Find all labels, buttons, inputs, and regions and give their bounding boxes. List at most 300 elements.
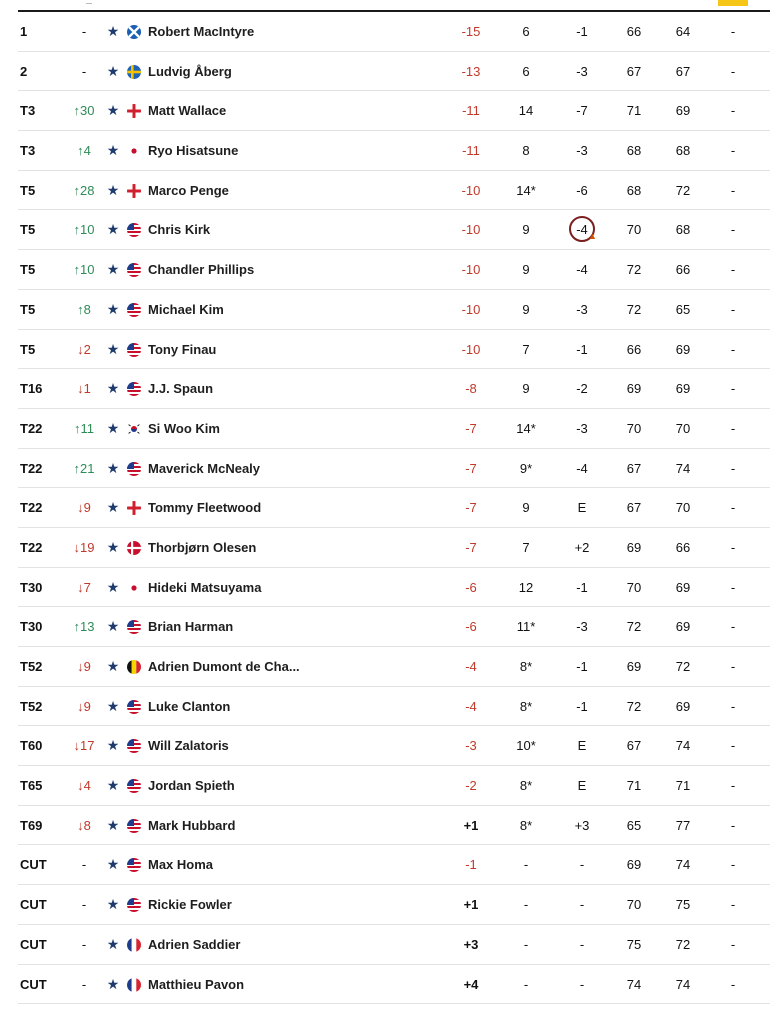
- position-cell: T5: [20, 222, 36, 238]
- position-cell: T5: [20, 301, 36, 317]
- movement-cell: ↓4: [77, 778, 91, 794]
- player-name[interactable]: Si Woo Kim: [148, 420, 220, 436]
- usa-flag-icon: [127, 819, 141, 833]
- thru-cell: 8*: [519, 659, 533, 674]
- movement-cell: -: [81, 63, 87, 79]
- round2-cell: 74: [675, 460, 691, 476]
- round1-cell: 71: [626, 103, 642, 119]
- total-to-par-cell: -10: [461, 222, 481, 238]
- leaderboard-row[interactable]: [18, 845, 770, 885]
- leaderboard-row[interactable]: [18, 52, 770, 92]
- leaderboard-row[interactable]: [18, 885, 770, 925]
- leaderboard-row[interactable]: [18, 568, 770, 608]
- position-cell: T3: [20, 103, 36, 119]
- round2-cell: 72: [675, 659, 691, 674]
- france-flag-icon: [127, 938, 141, 952]
- round3-cell: -: [730, 936, 736, 952]
- thru-cell: 7: [522, 341, 530, 357]
- total-to-par-cell: -13: [461, 63, 481, 79]
- round1-cell: 68: [626, 182, 642, 198]
- round3-cell: -: [730, 143, 736, 159]
- round3-cell: -: [730, 103, 736, 119]
- round1-cell: 70: [626, 579, 642, 595]
- movement-cell: -: [81, 24, 87, 39]
- star-icon[interactable]: ★: [106, 658, 120, 674]
- england-flag-icon: [127, 104, 141, 118]
- sweden-flag-icon: [127, 65, 141, 79]
- leaderboard-row[interactable]: [18, 925, 770, 965]
- denmark-flag-icon: [127, 541, 141, 555]
- round2-cell: 75: [675, 897, 691, 913]
- round2-cell: 69: [675, 381, 691, 397]
- movement-cell: -: [81, 976, 87, 992]
- thru-cell: 6: [522, 63, 530, 79]
- position-cell: T69: [20, 817, 43, 833]
- movement-cell: ↓17: [73, 738, 95, 754]
- player-name[interactable]: Michael Kim: [148, 301, 224, 317]
- star-icon[interactable]: ★: [106, 221, 120, 238]
- thru-cell: -: [523, 976, 529, 992]
- round2-cell: 74: [675, 976, 691, 992]
- round1-cell: 67: [626, 738, 642, 754]
- leaderboard-row[interactable]: [18, 330, 770, 370]
- position-cell: T30: [20, 579, 43, 595]
- usa-flag-icon: [127, 898, 141, 912]
- position-cell: T5: [20, 182, 36, 198]
- round3-cell: -: [730, 222, 736, 238]
- thru-cell: 6: [522, 24, 530, 39]
- movement-cell: ↓2: [77, 341, 91, 357]
- total-to-par-cell: -6: [465, 579, 477, 595]
- total-to-par-cell: -10: [461, 341, 481, 357]
- header-remnant: [86, 0, 92, 4]
- scotland-flag-icon: [127, 25, 141, 39]
- round2-cell: 70: [675, 420, 691, 436]
- today-score-cell: -3: [576, 143, 588, 159]
- round2-cell: 72: [675, 182, 691, 198]
- thru-cell: 14*: [516, 420, 536, 436]
- player-name[interactable]: Max Homa: [148, 857, 214, 873]
- position-cell: CUT: [20, 976, 47, 992]
- round2-cell: 66: [675, 539, 691, 555]
- today-score-cell: -6: [576, 182, 588, 198]
- thru-cell: 8*: [519, 778, 533, 794]
- total-to-par-cell: -7: [465, 420, 477, 436]
- movement-cell: ↓9: [77, 500, 91, 516]
- star-icon[interactable]: ★: [106, 499, 120, 516]
- korea-flag-icon: [127, 422, 141, 436]
- star-icon[interactable]: ★: [106, 23, 120, 39]
- position-cell: T30: [20, 619, 43, 635]
- today-score-cell: -4: [576, 460, 588, 476]
- usa-flag-icon: [127, 700, 141, 714]
- usa-flag-icon: [127, 303, 141, 317]
- leaderboard-table: [18, 12, 770, 1004]
- total-to-par-cell: -10: [461, 182, 481, 198]
- star-icon[interactable]: ★: [106, 380, 120, 397]
- total-to-par-cell: -15: [461, 24, 481, 39]
- position-cell: T22: [20, 500, 43, 516]
- star-icon[interactable]: ★: [106, 697, 120, 714]
- japan-flag-icon: [127, 581, 141, 595]
- star-icon[interactable]: ★: [106, 300, 120, 317]
- star-icon[interactable]: ★: [106, 935, 120, 952]
- round3-cell: -: [730, 24, 736, 39]
- today-score-cell: -2: [576, 381, 588, 397]
- leaderboard-row[interactable]: [18, 965, 770, 1005]
- position-cell: T5: [20, 262, 36, 278]
- leaderboard-row[interactable]: [18, 171, 770, 211]
- position-cell: T22: [20, 420, 43, 436]
- position-cell: 2: [20, 63, 28, 79]
- thru-cell: 9: [522, 500, 530, 516]
- round1-cell: 69: [626, 659, 642, 674]
- position-cell: T52: [20, 698, 43, 714]
- round2-cell: 65: [675, 301, 691, 317]
- total-to-par-cell: -10: [461, 301, 481, 317]
- position-cell: T3: [20, 143, 36, 159]
- round3-cell: -: [730, 698, 736, 714]
- round2-cell: 77: [675, 817, 691, 833]
- round3-cell: -: [730, 341, 736, 357]
- today-score-cell: -1: [576, 659, 588, 674]
- round2-cell: 69: [675, 579, 691, 595]
- movement-cell: ↑21: [73, 460, 95, 476]
- player-name[interactable]: Robert MacIntyre: [148, 24, 255, 39]
- round1-cell: 69: [626, 381, 642, 397]
- round2-cell: 69: [675, 698, 691, 714]
- movement-cell: ↓8: [77, 817, 91, 833]
- movement-cell: ↑10: [73, 262, 95, 278]
- today-score-cell: -3: [576, 63, 588, 79]
- player-name[interactable]: Adrien Dumont de Cha...: [148, 659, 300, 674]
- round3-cell: -: [730, 301, 736, 317]
- star-icon[interactable]: ★: [106, 896, 120, 913]
- star-icon[interactable]: ★: [106, 975, 120, 992]
- star-icon[interactable]: ★: [106, 181, 120, 198]
- total-to-par-cell: -7: [465, 500, 477, 516]
- round1-cell: 67: [626, 63, 642, 79]
- position-cell: T52: [20, 659, 43, 674]
- star-icon[interactable]: ★: [106, 459, 120, 476]
- usa-flag-icon: [127, 462, 141, 476]
- total-to-par-cell: +3: [463, 936, 479, 952]
- thru-cell: 9: [522, 381, 530, 397]
- player-name[interactable]: J.J. Spaun: [148, 381, 214, 397]
- round1-cell: 69: [626, 857, 642, 873]
- player-name[interactable]: Luke Clanton: [148, 698, 231, 714]
- thru-cell: -: [523, 936, 529, 952]
- round3-cell: -: [730, 539, 736, 555]
- player-name[interactable]: Ryo Hisatsune: [148, 143, 239, 159]
- round3-cell: -: [730, 778, 736, 794]
- round3-cell: -: [730, 738, 736, 754]
- thru-cell: 7: [522, 539, 530, 555]
- usa-flag-icon: [127, 382, 141, 396]
- star-icon[interactable]: ★: [106, 340, 120, 357]
- leaderboard-row[interactable]: [18, 210, 770, 250]
- belgium-flag-icon: [127, 660, 141, 674]
- leaderboard-row[interactable]: [18, 687, 770, 727]
- leaderboard-row[interactable]: [18, 91, 770, 131]
- player-name[interactable]: Rickie Fowler: [148, 897, 232, 913]
- leaderboard-row[interactable]: [18, 528, 770, 568]
- round3-cell: -: [730, 381, 736, 397]
- player-name[interactable]: Thorbjørn Olesen: [148, 539, 257, 555]
- round3-cell: -: [730, 500, 736, 516]
- movement-cell: ↓9: [77, 659, 91, 674]
- movement-cell: -: [81, 857, 87, 873]
- usa-flag-icon: [127, 739, 141, 753]
- position-cell: 1: [20, 24, 28, 39]
- round1-cell: 69: [626, 539, 642, 555]
- round3-cell: -: [730, 619, 736, 635]
- movement-cell: ↑11: [74, 420, 94, 436]
- star-icon[interactable]: ★: [106, 261, 120, 278]
- round2-cell: 69: [675, 103, 691, 119]
- round1-cell: 67: [626, 460, 642, 476]
- round3-cell: -: [730, 976, 736, 992]
- movement-cell: ↑4: [77, 143, 91, 159]
- today-score-cell: -1: [576, 698, 588, 714]
- player-name[interactable]: Jordan Spieth: [148, 778, 235, 794]
- today-score-cell: E: [577, 778, 587, 794]
- total-to-par-cell: -3: [465, 738, 477, 754]
- total-to-par-cell: -8: [465, 381, 477, 397]
- star-icon[interactable]: ★: [106, 538, 120, 555]
- leaderboard-row[interactable]: [18, 250, 770, 290]
- total-to-par-cell: +4: [463, 976, 479, 992]
- total-to-par-cell: -1: [465, 857, 477, 873]
- player-name[interactable]: Will Zalatoris: [148, 738, 229, 754]
- round3-cell: -: [730, 63, 736, 79]
- movement-cell: ↑13: [73, 619, 95, 635]
- movement-cell: ↓1: [77, 381, 91, 397]
- player-name[interactable]: Adrien Saddier: [148, 936, 241, 952]
- star-icon[interactable]: ★: [106, 419, 120, 436]
- round3-cell: -: [730, 579, 736, 595]
- round2-cell: 69: [675, 619, 691, 635]
- round2-cell: 70: [675, 500, 691, 516]
- leaderboard-row[interactable]: [18, 806, 770, 846]
- movement-cell: ↑10: [73, 222, 95, 238]
- position-cell: T16: [20, 381, 43, 397]
- round1-cell: 68: [626, 143, 642, 159]
- thru-cell: 9*: [519, 460, 533, 476]
- total-to-par-cell: -7: [465, 460, 477, 476]
- round2-cell: 74: [675, 738, 691, 754]
- round2-cell: 68: [675, 143, 691, 159]
- today-score-cell: -: [579, 936, 585, 952]
- total-to-par-cell: -11: [462, 103, 480, 119]
- player-name[interactable]: Hideki Matsuyama: [148, 579, 262, 595]
- leaderboard-row[interactable]: [18, 488, 770, 528]
- thru-cell: 8: [522, 143, 530, 159]
- position-cell: T65: [20, 778, 43, 794]
- total-to-par-cell: -11: [462, 143, 480, 159]
- movement-cell: ↑8: [77, 301, 91, 317]
- round2-cell: 72: [675, 936, 691, 952]
- total-to-par-cell: +1: [463, 817, 479, 833]
- round1-cell: 75: [626, 936, 642, 952]
- round3-cell: -: [730, 857, 736, 873]
- player-name[interactable]: Ludvig Åberg: [148, 63, 232, 79]
- total-to-par-cell: -2: [465, 778, 477, 794]
- england-flag-icon: [127, 184, 141, 198]
- star-icon[interactable]: ★: [106, 856, 120, 873]
- usa-flag-icon: [127, 223, 141, 237]
- total-to-par-cell: -4: [465, 659, 477, 674]
- usa-flag-icon: [127, 858, 141, 872]
- thru-cell: -: [523, 857, 529, 873]
- usa-flag-icon: [127, 263, 141, 277]
- today-score-cell: -3: [576, 420, 588, 436]
- thru-cell: 10*: [516, 738, 536, 754]
- movement-cell: ↑28: [73, 182, 95, 198]
- star-icon[interactable]: ★: [106, 777, 120, 794]
- star-icon[interactable]: ★: [106, 142, 120, 159]
- thru-cell: 14: [518, 103, 534, 119]
- round2-cell: 67: [675, 63, 691, 79]
- star-icon[interactable]: ★: [106, 62, 120, 79]
- player-name[interactable]: Chris Kirk: [148, 222, 211, 238]
- round1-cell: 74: [626, 976, 642, 992]
- round1-cell: 72: [626, 698, 642, 714]
- round1-cell: 70: [626, 420, 642, 436]
- star-icon[interactable]: ★: [106, 816, 120, 833]
- today-score-cell: +2: [574, 539, 590, 555]
- thru-cell: -: [523, 897, 529, 913]
- position-cell: CUT: [20, 897, 47, 913]
- today-score-cell: E: [577, 500, 587, 516]
- leaderboard-row[interactable]: [18, 369, 770, 409]
- total-to-par-cell: -10: [461, 262, 481, 278]
- player-name[interactable]: Chandler Phillips: [148, 262, 255, 278]
- thru-cell: 9: [522, 262, 530, 278]
- position-cell: T5: [20, 341, 36, 357]
- player-name[interactable]: Mark Hubbard: [148, 817, 236, 833]
- round3-cell: -: [730, 460, 736, 476]
- usa-flag-icon: [127, 620, 141, 634]
- today-score-cell: -: [579, 897, 585, 913]
- today-score-cell: E: [577, 738, 587, 754]
- today-score-cell: -1: [576, 341, 588, 357]
- player-name[interactable]: Matthieu Pavon: [148, 976, 245, 992]
- player-name[interactable]: Maverick McNealy: [148, 460, 261, 476]
- today-score-cell: -4 ▲: [560, 210, 604, 249]
- leaderboard-row[interactable]: [18, 726, 770, 766]
- thru-cell: 11*: [516, 619, 536, 635]
- star-icon[interactable]: ★: [106, 737, 120, 754]
- round3-cell: -: [730, 420, 736, 436]
- round3-cell: -: [730, 817, 736, 833]
- round3-cell: -: [730, 182, 736, 198]
- round3-cell: -: [730, 897, 736, 913]
- star-icon[interactable]: ★: [106, 578, 120, 595]
- round1-cell: 66: [626, 24, 642, 39]
- usa-flag-icon: [127, 779, 141, 793]
- round1-cell: 72: [626, 301, 642, 317]
- flame-icon: ▲: [588, 231, 597, 242]
- thru-cell: 9: [522, 222, 530, 238]
- position-cell: CUT: [20, 857, 47, 873]
- total-to-par-cell: -6: [465, 619, 477, 635]
- round2-cell: 71: [675, 778, 691, 794]
- round1-cell: 66: [626, 341, 642, 357]
- round2-cell: 66: [675, 262, 691, 278]
- round1-cell: 70: [626, 222, 642, 238]
- position-cell: CUT: [20, 936, 47, 952]
- today-score-cell: -1: [576, 24, 588, 39]
- round1-cell: 65: [626, 817, 642, 833]
- player-name[interactable]: Matt Wallace: [148, 103, 227, 119]
- round1-cell: 70: [626, 897, 642, 913]
- player-name[interactable]: Tony Finau: [148, 341, 217, 357]
- total-to-par-cell: -7: [465, 539, 477, 555]
- today-score-cell: -4: [576, 262, 588, 278]
- leaderboard-row[interactable]: [18, 131, 770, 171]
- round3-cell: -: [730, 659, 736, 674]
- thru-cell: 12: [518, 579, 534, 595]
- today-score-cell: -7: [576, 103, 588, 119]
- leaderboard-row[interactable]: [18, 607, 770, 647]
- player-name[interactable]: Marco Penge: [148, 182, 229, 198]
- star-icon[interactable]: ★: [106, 618, 120, 635]
- movement-cell: ↓9: [77, 698, 91, 714]
- movement-cell: ↓19: [73, 539, 95, 555]
- header-badge[interactable]: [718, 0, 748, 6]
- england-flag-icon: [127, 501, 141, 515]
- leaderboard-row[interactable]: [18, 647, 770, 687]
- leaderboard-row[interactable]: [18, 409, 770, 449]
- round1-cell: 72: [626, 262, 642, 278]
- position-cell: T22: [20, 460, 43, 476]
- round2-cell: 68: [675, 222, 691, 238]
- movement-cell: ↑30: [73, 103, 95, 119]
- round1-cell: 71: [626, 778, 642, 794]
- france-flag-icon: [127, 978, 141, 992]
- today-score-cell: -: [579, 857, 585, 873]
- thru-cell: 8*: [519, 817, 533, 833]
- movement-cell: -: [81, 936, 87, 952]
- leaderboard-row[interactable]: [18, 12, 770, 52]
- round2-cell: 64: [675, 24, 691, 39]
- position-cell: T22: [20, 539, 43, 555]
- today-score-cell: -3: [576, 301, 588, 317]
- round2-cell: 69: [675, 341, 691, 357]
- movement-cell: -: [81, 897, 87, 913]
- total-to-par-cell: -4: [465, 698, 477, 714]
- leaderboard-row[interactable]: [18, 449, 770, 489]
- leaderboard-row[interactable]: [18, 766, 770, 806]
- round2-cell: 74: [675, 857, 691, 873]
- usa-flag-icon: [127, 343, 141, 357]
- player-name[interactable]: Brian Harman: [148, 619, 234, 635]
- thru-cell: 9: [522, 301, 530, 317]
- leaderboard-row[interactable]: [18, 290, 770, 330]
- player-name[interactable]: Tommy Fleetwood: [148, 500, 262, 516]
- movement-cell: ↓7: [77, 579, 91, 595]
- today-score-cell: -1: [576, 579, 588, 595]
- position-cell: T60: [20, 738, 43, 754]
- japan-flag-icon: [127, 144, 141, 158]
- today-score-cell: -: [579, 976, 585, 992]
- today-score-cell: +3: [574, 817, 590, 833]
- today-score-cell: -3: [576, 619, 588, 635]
- star-icon[interactable]: ★: [106, 102, 120, 119]
- total-to-par-cell: +1: [463, 897, 479, 913]
- round3-cell: -: [730, 262, 736, 278]
